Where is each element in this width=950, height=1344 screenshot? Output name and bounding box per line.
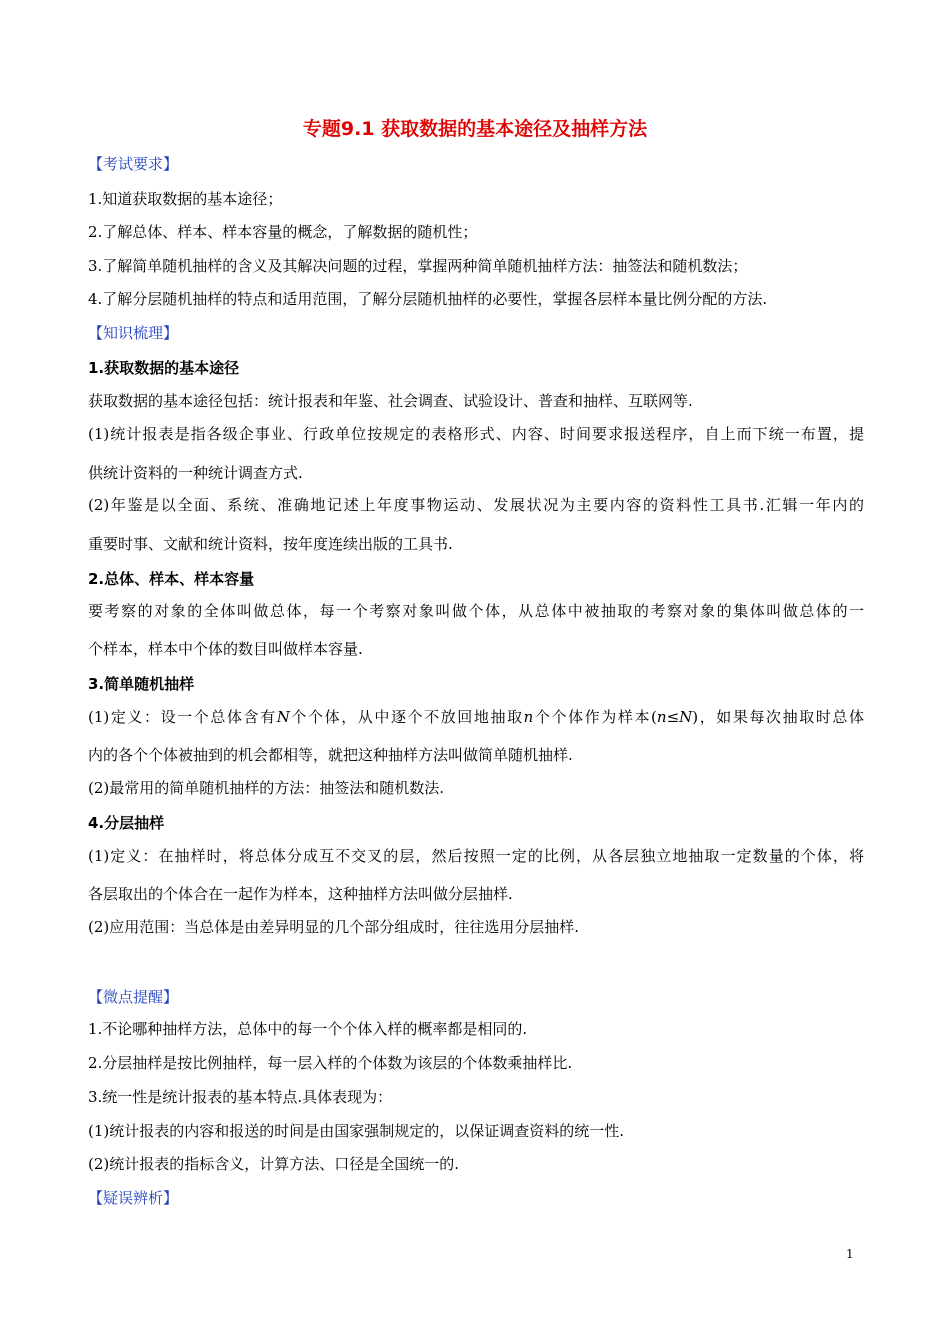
paragraph: 内的各个个体被抽到的机会都相等，就把这种抽样方法叫做简单随机抽样. [88, 746, 573, 764]
requirement-item-4: 4.了解分层随机抽样的特点和适用范围，了解分层随机抽样的必要性，掌握各层样本量比例分配的方法. [88, 290, 768, 308]
definition-line [88, 707, 864, 727]
text-span: 个个体，从中逐个不放回地抽取 [289, 708, 524, 726]
math-variable: n [523, 708, 534, 726]
paragraph: 获取数据的基本途径包括：统计报表和年鉴、社会调查、试验设计、普查和抽样、互联网等. [88, 392, 693, 410]
tip-item-3: 3.统一性是统计报表的基本特点.具体表现为： [88, 1088, 393, 1106]
requirement-item-1: 1.知道获取数据的基本途径； [88, 190, 283, 208]
heading-data-sources: 1.获取数据的基本途径 [88, 359, 240, 377]
heading-population-sample: 2.总体、样本、样本容量 [88, 570, 255, 588]
paragraph: 供统计资料的一种统计调查方式. [88, 464, 303, 482]
paragraph: 要考察的对象的全体叫做总体，每一个考察对象叫做个体，从总体中被抽取的考察对象的集体叫做总体的一 [88, 602, 864, 620]
paragraph: (2)年鉴是以全面、系统、准确地记述上年度事物运动、发展状况为主要内容的资料性工具书.汇辑一年内的 [88, 496, 864, 514]
tip-item-2: 2.分层抽样是按比例抽样，每一层入样的个体数为该层的个体数乘抽样比. [88, 1054, 573, 1072]
paragraph: (1)统计报表是指各级企事业、行政单位按规定的表格形式、内容、时间要求报送程序，自上而下统一布置，提 [88, 425, 864, 443]
math-variable: N [276, 708, 290, 726]
text-span: (1)定义：设一个总体含有 [88, 708, 277, 726]
requirement-item-2: 2.了解总体、样本、样本容量的概念，了解数据的随机性； [88, 223, 478, 241]
math-variable: n [656, 708, 667, 726]
math-variable: N [679, 708, 693, 726]
paragraph: (2)最常用的简单随机抽样的方法：抽签法和随机数法. [88, 779, 445, 797]
tip-item-1: 1.不论哪种抽样方法，总体中的每一个个体入样的概率都是相同的. [88, 1020, 528, 1038]
section-tips: 【微点提醒】 [88, 988, 179, 1006]
section-exam-requirements: 【考试要求】 [88, 155, 179, 173]
math-operator: ≤ [666, 708, 680, 726]
tip-item-4: (1)统计报表的内容和报送的时间是由国家强制规定的，以保证调查资料的统一性. [88, 1122, 625, 1140]
paragraph: (1)定义：在抽样时，将总体分成互不交叉的层，然后按照一定的比例，从各层独立地抽取一定数量的个体，将 [88, 847, 864, 865]
paragraph: 各层取出的个体合在一起作为样本，这种抽样方法叫做分层抽样. [88, 885, 513, 903]
paragraph: 个样本，样本中个体的数目叫做样本容量. [88, 640, 363, 658]
page-title: 专题9.1 获取数据的基本途径及抽样方法 [302, 118, 648, 140]
text-span: )，如果每次抽取时总体 [692, 708, 864, 726]
paragraph: 重要时事、文献和统计资料，按年度连续出版的工具书. [88, 535, 453, 553]
section-knowledge: 【知识梳理】 [88, 324, 179, 342]
text-span: 个个体作为样本( [533, 708, 657, 726]
paragraph: (2)应用范围：当总体是由差异明显的几个部分组成时，往往选用分层抽样. [88, 918, 580, 936]
requirement-item-3: 3.了解简单随机抽样的含义及其解决问题的过程，掌握两种简单随机抽样方法：抽签法和随机数法； [88, 257, 748, 275]
tip-item-5: (2)统计报表的指标含义，计算方法、口径是全国统一的. [88, 1155, 460, 1173]
heading-stratified-sampling: 4.分层抽样 [88, 814, 165, 832]
page-number: 1 [846, 1247, 854, 1261]
section-misconceptions: 【疑误辨析】 [88, 1189, 179, 1207]
heading-simple-random-sampling: 3.简单随机抽样 [88, 675, 195, 693]
